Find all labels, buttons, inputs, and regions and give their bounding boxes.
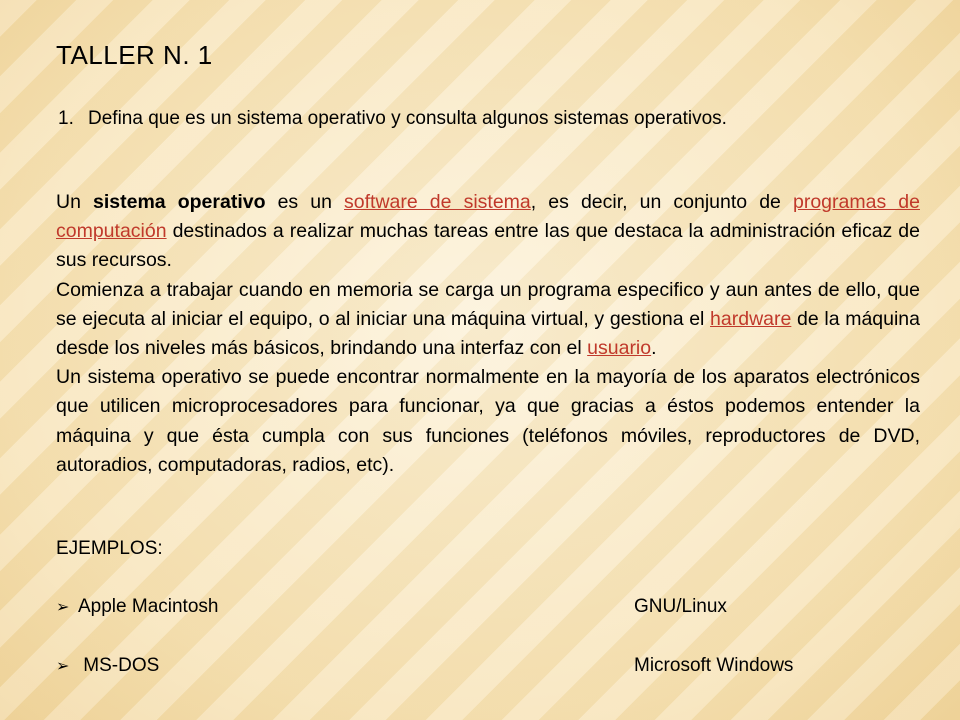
paragraph-1 bbox=[56, 188, 920, 276]
arrow-bullet-icon: ➢ bbox=[56, 658, 70, 675]
p2-text-b: de la máquina desde los niveles más básicos, brindando una interfaz con el bbox=[56, 307, 920, 360]
p2-text-a: Comienza a trabajar cuando en memoria se carga un programa especifico y aun antes de ello, que se ejecuta al iniciar el equipo, o al iniciar una máquina virtual, y gestiona el bbox=[56, 278, 920, 330]
question-text: Defina que es un sistema operativo y consulta algunos sistemas operativos. bbox=[88, 108, 727, 129]
p2-text-c: . bbox=[651, 337, 657, 360]
p1-bold-term: sistema operativo bbox=[93, 191, 266, 213]
example-item bbox=[56, 655, 159, 677]
p1-text-c: , es decir, un conjunto de bbox=[530, 191, 793, 213]
example-label: Apple Macintosh bbox=[78, 596, 219, 617]
example-item: Microsoft Windows bbox=[634, 655, 794, 676]
p1-text-a: Un bbox=[56, 191, 94, 213]
example-label: MS-DOS bbox=[78, 655, 160, 676]
body-text bbox=[56, 188, 920, 480]
p1-text-b: es un bbox=[265, 191, 345, 213]
paragraph-2 bbox=[56, 276, 920, 364]
link-hardware[interactable]: hardware bbox=[710, 307, 792, 330]
p1-text-d: destinados a realizar muchas tareas entre las que destaca la administración eficaz de sus recursos. bbox=[56, 220, 920, 272]
slide-title: TALLER N. 1 bbox=[56, 40, 213, 70]
link-programas-de-computacion[interactable]: programas de computación bbox=[56, 191, 920, 243]
arrow-bullet-icon: ➢ bbox=[56, 599, 70, 616]
example-item: GNU/Linux bbox=[634, 596, 727, 617]
link-software-de-sistema[interactable]: software de sistema bbox=[344, 191, 531, 213]
examples-heading: EJEMPLOS: bbox=[56, 538, 163, 559]
paragraph-3: Un sistema operativo se puede encontrar normalmente en la mayoría de los aparatos electrónicos que utilicen microprocesadores para funcionar, ya que gracias a éstos podemos entender la máquina y que ésta cumpla con sus funciones (teléfonos móviles, reproductores de DVD, autoradios, computadoras, radios, etc). bbox=[56, 366, 920, 476]
example-item bbox=[56, 596, 218, 618]
question-number: 1. bbox=[58, 108, 74, 129]
question-item bbox=[58, 108, 727, 130]
link-usuario[interactable]: usuario bbox=[587, 337, 652, 360]
